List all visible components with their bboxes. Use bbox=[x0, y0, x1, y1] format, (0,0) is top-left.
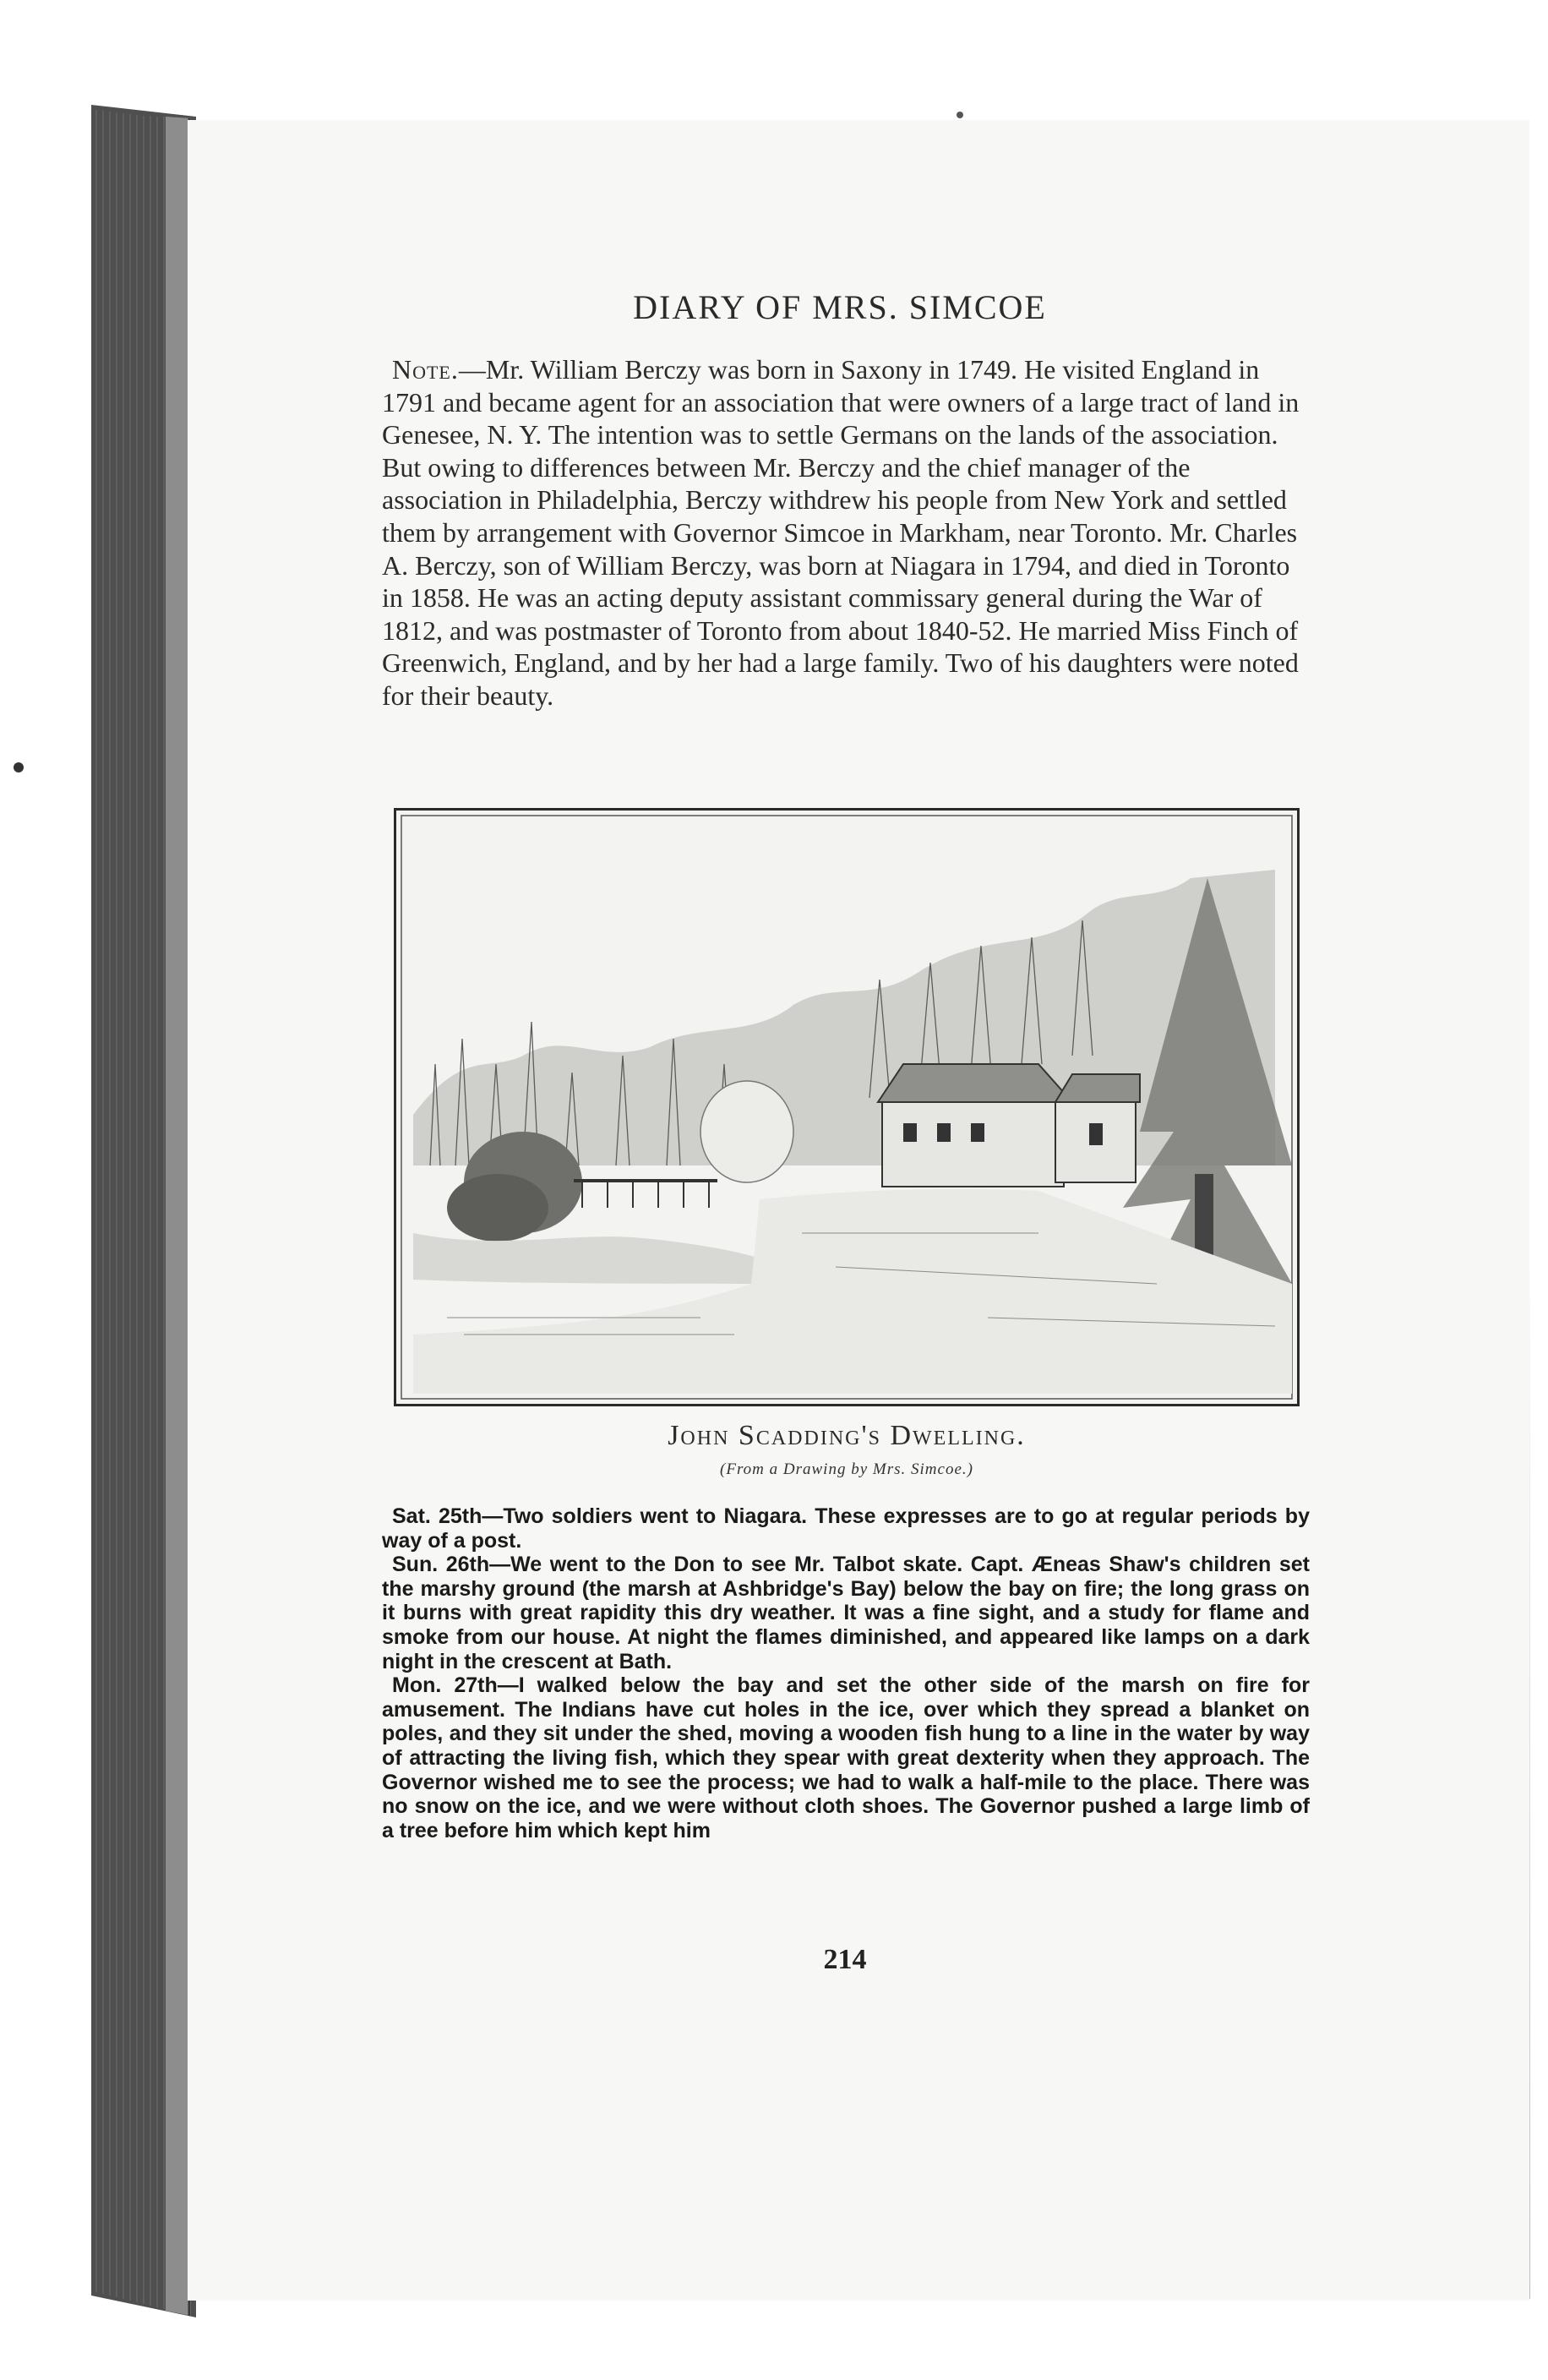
illustration-drawing bbox=[396, 811, 1297, 1404]
note-paragraph bbox=[382, 353, 1301, 712]
figure-credit: (From a Drawing by Mrs. Simcoe.) bbox=[720, 1460, 973, 1478]
note-text: —Mr. William Berczy was born in Saxony in 1749. He visited England in 1791 and became agent for an association that were owners of a large tract of land in Genesee, N. Y. The intention was to settle Germans on the lands of the association. But owing to differences between Mr. Berczy and the chief manager of the association in Philadelphia, Berczy withdrew his people from New York and settled them by arrangement with Governor Simcoe in Markham, near Toronto. Mr. Charles A. Berczy, son of William Berczy, was born at Niagara in 1794, and died in Toronto in 1858. He was an acting deputy assistant commissary general during the War of 1812, and was postmaster of Toronto from about 1840-52. He married Miss Finch of Greenwich, England, and by her had a large family. Two of his daughters were noted for their beauty. bbox=[382, 354, 1300, 711]
note-label: Note. bbox=[392, 354, 459, 385]
running-title: DIARY OF MRS. SIMCOE bbox=[633, 288, 1047, 326]
diary-entries bbox=[382, 1504, 1310, 1842]
diary-entry: Sat. 25th—Two soldiers went to Niagara. These expresses are to go at regular periods by way of a post. bbox=[382, 1504, 1310, 1553]
figure-caption: John Scadding's Dwelling. bbox=[668, 1420, 1026, 1451]
illustration-frame bbox=[394, 808, 1300, 1406]
diary-entry: Sun. 26th—We went to the Don to see Mr. Talbot skate. Capt. Æneas Shaw's children set the marshy ground (the marsh at Ashbridge's Bay) below the bay on fire; the long grass on it burns with great rapidity this dry weather. It was a fine sight, and a study for flame and smoke from our house. At night the flames diminished, and appeared like lamps on a dark night in the crescent at Bath. bbox=[382, 1553, 1310, 1673]
diary-entry: Mon. 27th—I walked below the bay and set the other side of the marsh on fire for amusement. The Indians have cut holes in the ice, over which they spread a blanket on poles, and they sit under the shed, moving a wooden fish hung to a line in the water by way of attracting the living fish, which they spear with great dexterity when they approach. The Governor wished me to see the process; we had to walk a half-mile to the place. There was no snow on the ice, and we were without cloth shoes. The Governor pushed a large limb of a tree before him which kept him bbox=[382, 1673, 1310, 1842]
page-number: 214 bbox=[823, 1944, 867, 1975]
